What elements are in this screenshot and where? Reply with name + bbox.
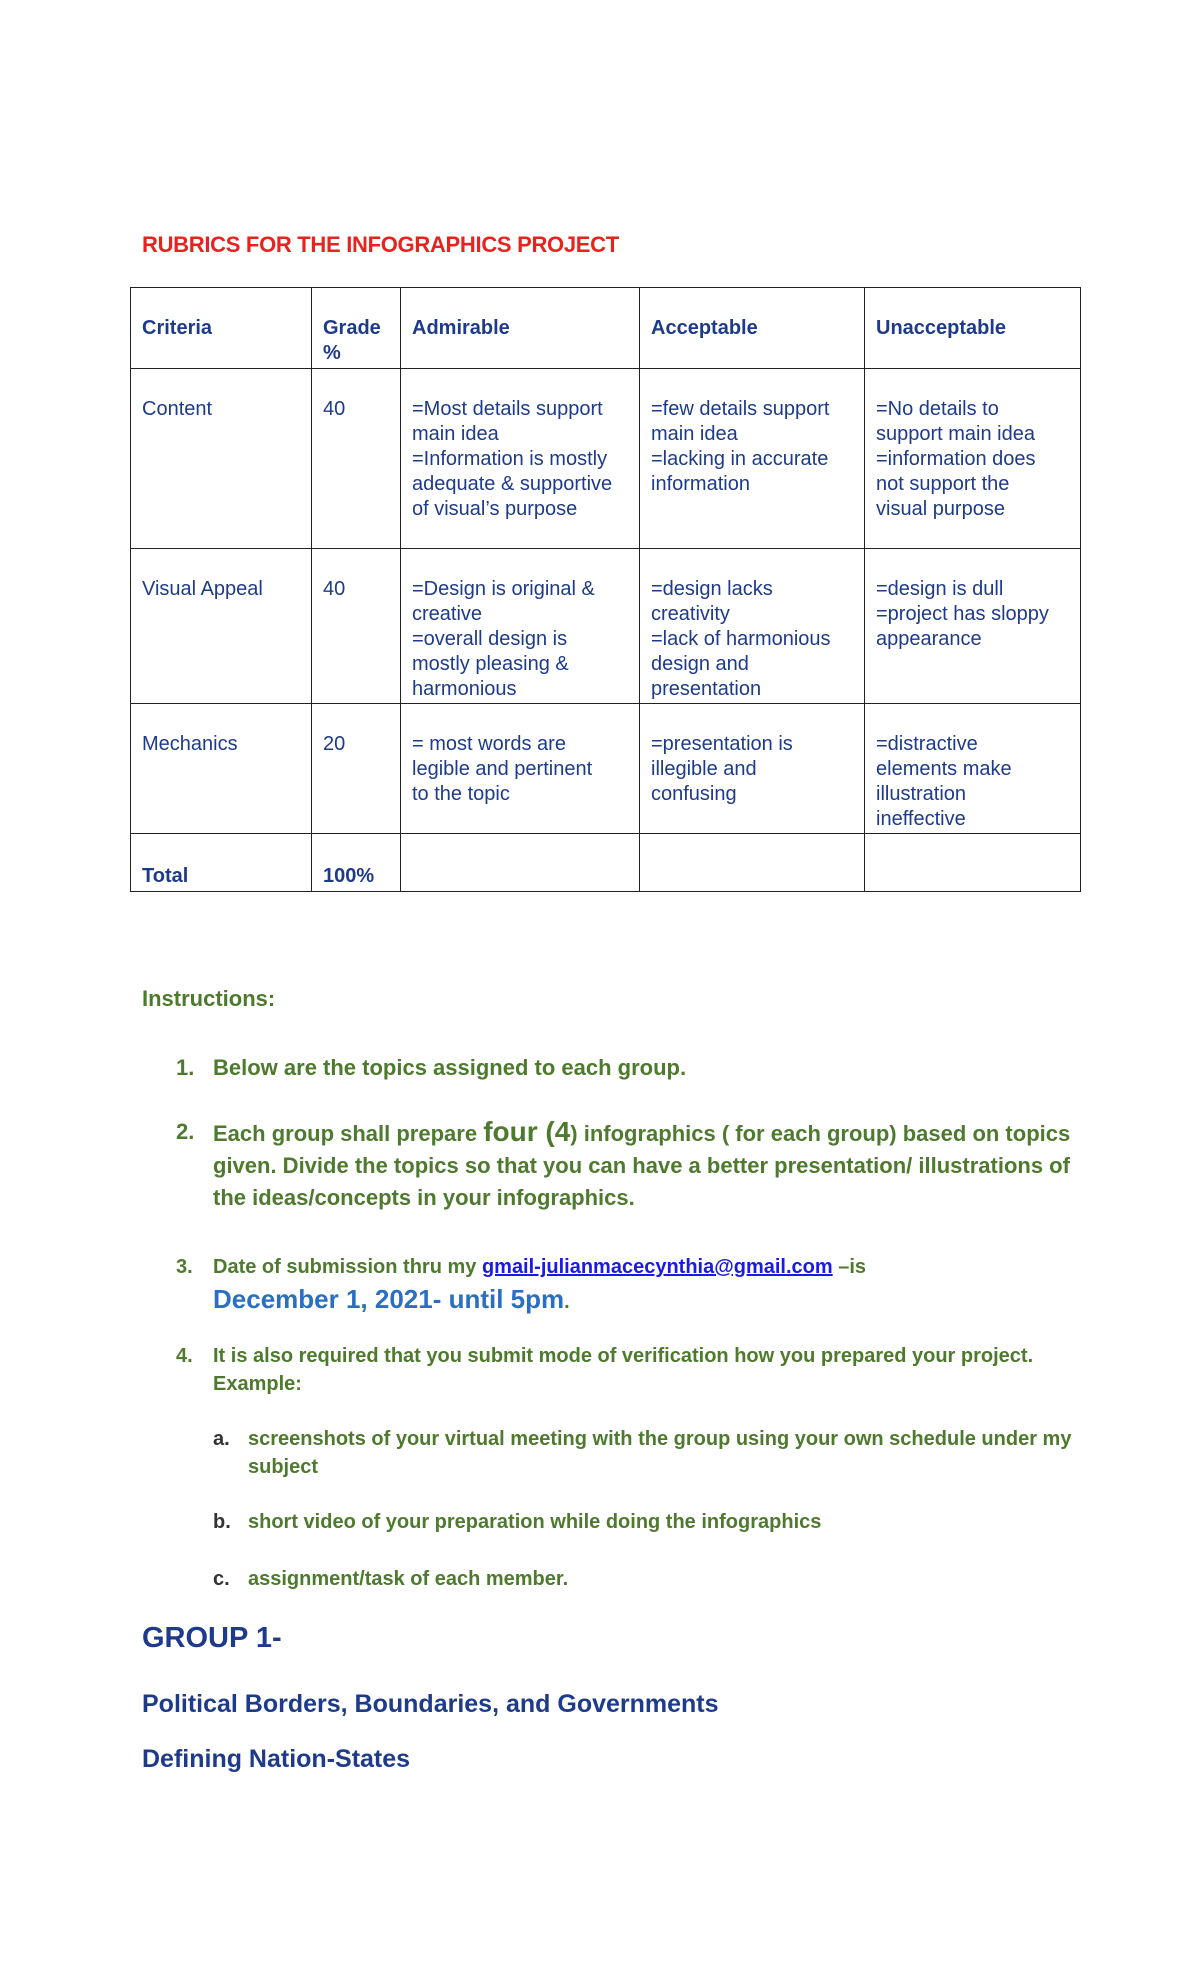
header-grade: Grade % bbox=[312, 288, 401, 369]
table-cell: =design lacks creativity =lack of harmonious design and presentation bbox=[640, 549, 865, 704]
rubric-table bbox=[130, 287, 1081, 892]
table-cell: Visual Appeal bbox=[131, 549, 312, 704]
instruction-text: Date of submission thru my gmail-julianmacecynthia@gmail.com –is December 1, 2021- until 5pm. bbox=[213, 1256, 867, 1314]
four-emphasis: four (4 bbox=[483, 1116, 571, 1147]
instructions-heading: Instructions: bbox=[142, 986, 276, 1011]
table-header-row bbox=[131, 288, 1081, 369]
list-letter: a. bbox=[213, 1428, 230, 1450]
list-number: 4. bbox=[176, 1345, 193, 1367]
header-admirable: Admirable bbox=[401, 288, 640, 369]
instruction-item-2 bbox=[142, 1116, 1082, 1214]
table-cell: =design is dull =project has sloppy appearance bbox=[865, 549, 1081, 704]
table-cell: =few details support main idea =lacking in accurate information bbox=[640, 369, 865, 549]
table-cell bbox=[865, 834, 1081, 892]
submission-date: December 1, 2021- until 5pm bbox=[213, 1284, 565, 1314]
instruction-text: Each group shall prepare four (4) infographics ( for each group) based on topics given. Divide the topics so that you can have a better presentation/ illustrations of the ideas/concepts in your infographics. bbox=[213, 1116, 1071, 1210]
instruction-text: Below are the topics assigned to each group. bbox=[213, 1055, 687, 1080]
instruction-item-1 bbox=[142, 1052, 1082, 1084]
group-topic: Defining Nation-States bbox=[142, 1745, 411, 1773]
page-title: RUBRICS FOR THE INFOGRAPHICS PROJECT bbox=[142, 232, 619, 257]
list-number: 3. bbox=[176, 1256, 193, 1278]
sub-item-text: assignment/task of each member. bbox=[248, 1568, 569, 1590]
table-cell: 20 bbox=[312, 704, 401, 834]
sub-item-a bbox=[213, 1425, 1073, 1481]
table-cell: Total bbox=[131, 834, 312, 892]
table-cell: =No details to support main idea =information does not support the visual purpose bbox=[865, 369, 1081, 549]
group-topic: Political Borders, Boundaries, and Governments bbox=[142, 1690, 719, 1718]
header-acceptable: Acceptable bbox=[640, 288, 865, 369]
list-number: 1. bbox=[176, 1055, 195, 1080]
instruction-item-4 bbox=[142, 1342, 1082, 1398]
table-cell: Content bbox=[131, 369, 312, 549]
table-cell: =Design is original & creative =overall design is mostly pleasing & harmonious bbox=[401, 549, 640, 704]
table-cell: 100% bbox=[312, 834, 401, 892]
table-row-mechanics bbox=[131, 704, 1081, 834]
list-letter: b. bbox=[213, 1511, 231, 1533]
table-cell: =presentation is illegible and confusing bbox=[640, 704, 865, 834]
sub-item-text: short video of your preparation while doing the infographics bbox=[248, 1511, 822, 1533]
table-cell: = most words are legible and pertinent to the topic bbox=[401, 704, 640, 834]
table-cell bbox=[401, 834, 640, 892]
table-cell bbox=[640, 834, 865, 892]
table-row-visual-appeal bbox=[131, 549, 1081, 704]
list-letter: c. bbox=[213, 1568, 230, 1590]
group-heading: GROUP 1- bbox=[142, 1622, 282, 1654]
list-number: 2. bbox=[176, 1119, 195, 1144]
header-criteria: Criteria bbox=[131, 288, 312, 369]
instruction-item-3 bbox=[142, 1253, 1082, 1316]
header-unacceptable: Unacceptable bbox=[865, 288, 1081, 369]
sub-item-b bbox=[213, 1508, 1073, 1536]
table-cell: =distractive elements make illustration ineffective bbox=[865, 704, 1081, 834]
table-row-content bbox=[131, 369, 1081, 549]
instruction-text: It is also required that you submit mode of verification how you prepared your project. Example: bbox=[213, 1345, 1034, 1395]
email-link[interactable]: gmail-julianmacecynthia@gmail.com bbox=[481, 1256, 833, 1278]
sub-item-c bbox=[213, 1565, 1073, 1593]
sub-item-text: screenshots of your virtual meeting with the group using your own schedule under my subject bbox=[248, 1428, 1072, 1478]
table-cell: =Most details support main idea =Information is mostly adequate & supportive of visual’s purpose bbox=[401, 369, 640, 549]
table-cell: 40 bbox=[312, 369, 401, 549]
table-cell: Mechanics bbox=[131, 704, 312, 834]
table-cell: 40 bbox=[312, 549, 401, 704]
table-row-total bbox=[131, 834, 1081, 892]
